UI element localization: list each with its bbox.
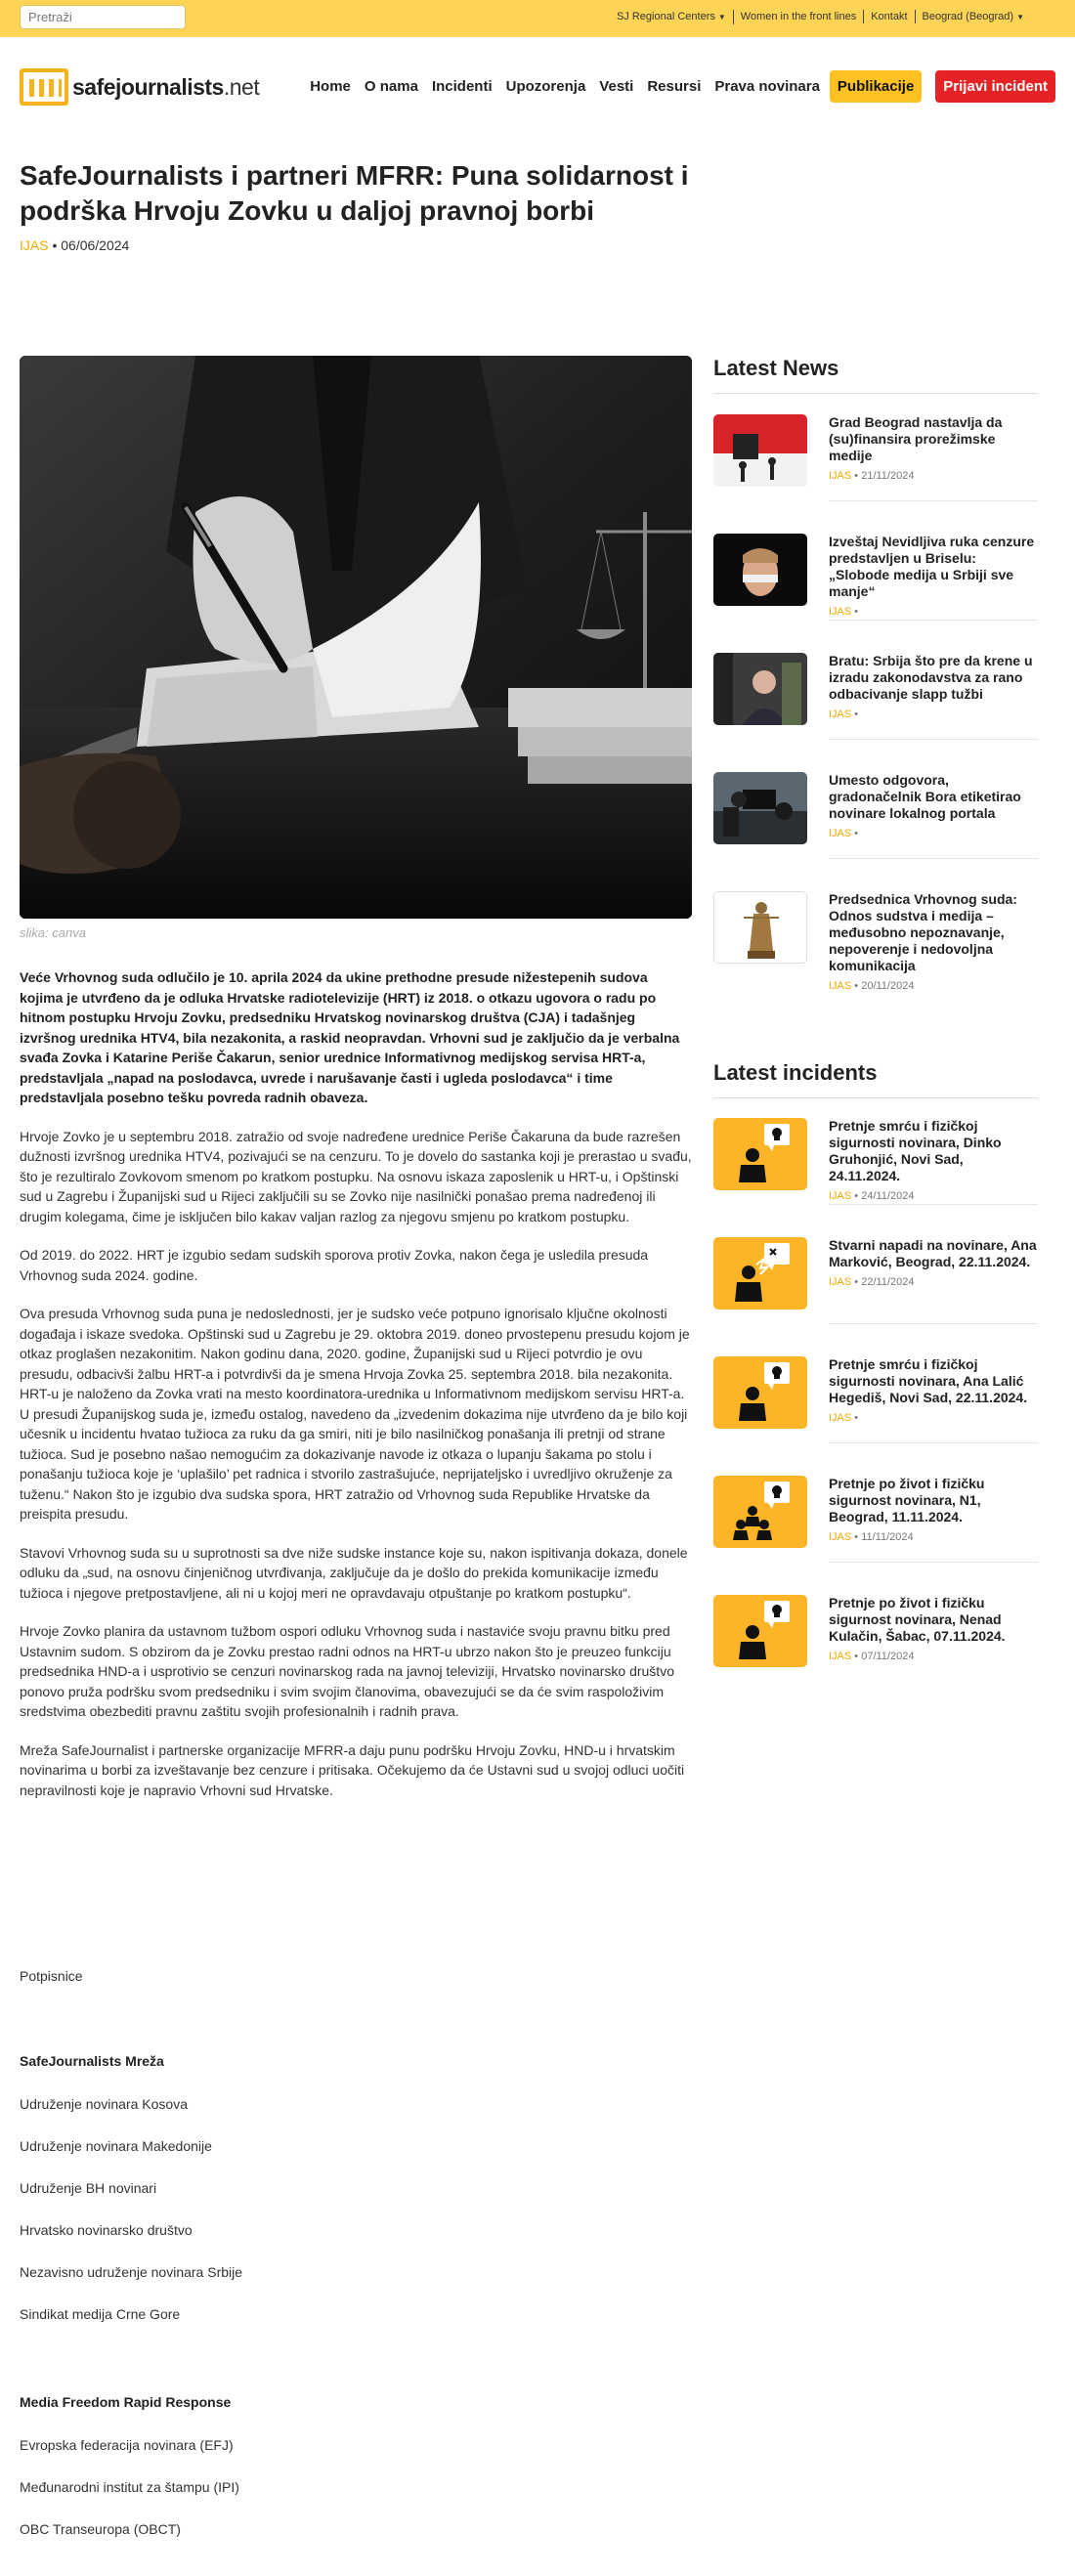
news-card[interactable]	[713, 414, 1038, 502]
logo-icon	[20, 68, 68, 106]
site-logo[interactable]	[20, 68, 259, 106]
incident-card[interactable]	[713, 1118, 1038, 1206]
protest-image	[713, 414, 807, 487]
article-lead-paragraph: Veće Vrhovnog suda odlučilo je 10. aprila 2024 da ukine prethodne presude nižestepenih sudova kojima je utvrđeno da je odluka Hrvatske radiotelevizije (HRT) iz 2018. o otkazu ugovora o radu po hitnom postupku Hrvoju Zovku, predsedniku Hrvatskog novinarskog društva (CJA) i tadašnjeg izvršnog urednika HTV4, bila nezakonita, a raskid neopravdan. Vrhovni sud je zaključio da je verbalna svađa Zovka i Katarine Periše Čakarun, senior urednice Informativnog medijskog servisa HRT-a, predstavljala „napad na poslodavca, uvrede i narušavanje časti i ugleda poslodavca“ i time predstavljala posebno tešku povreda radnih obaveza.	[20, 969, 680, 1105]
news-title[interactable]: Bratu: Srbija što pre da krene u izradu zakonodavstva za rano odbacivanje slapp tužbi	[829, 653, 1033, 702]
news-date: •	[854, 828, 859, 839]
attack-icon	[713, 1237, 807, 1309]
death-threat-icon	[713, 1118, 807, 1190]
contact-link[interactable]: Kontakt	[864, 10, 915, 23]
news-title[interactable]: Predsednica Vrhovnog suda: Odnos sudstva i medija – međusobno nepoznavanje, nepoverenje i nedovoljna komunikacija	[829, 891, 1017, 973]
network-member-link[interactable]: Udruženje BH novinari	[20, 2180, 157, 2196]
news-source[interactable]: IJAS	[829, 470, 852, 482]
incident-card[interactable]	[713, 1237, 1038, 1325]
network-member-link[interactable]: Udruženje novinara Makedonije	[20, 2138, 212, 2154]
caret-down-icon: ▼	[1016, 12, 1024, 21]
incident-source[interactable]: IJAS	[829, 1276, 852, 1288]
news-card[interactable]	[713, 891, 1038, 992]
news-thumbnail	[713, 891, 807, 964]
nav-incidents[interactable]: Incidenti	[431, 78, 493, 95]
incident-date: • 07/11/2024	[854, 1651, 915, 1662]
incident-date: • 11/11/2024	[854, 1531, 914, 1543]
article-image	[20, 356, 692, 919]
incident-card[interactable]	[713, 1476, 1038, 1564]
divider	[829, 1442, 1038, 1443]
safejournalists-network-title: SafeJournalists Mreža	[20, 2053, 164, 2069]
mfrr-member-link[interactable]: Evropska federacija novinara (EFJ)	[20, 2437, 234, 2453]
camera-crew-image	[713, 772, 807, 844]
news-title[interactable]: Izveštaj Nevidljiva ruka cenzure predstavljen u Briselu: „Slobode medija u Srbiji sve manje“	[829, 534, 1035, 599]
news-date: •	[854, 606, 859, 618]
incident-title[interactable]: Pretnje po život i fizičku sigurnost novinara, Nenad Kulačin, Šabac, 07.11.2024.	[829, 1595, 1006, 1644]
news-card[interactable]	[713, 772, 1038, 860]
article-paragraph: Stavovi Vrhovnog suda su u suprotnosti sa dve niže sudske instance koje su, nakon ispitivanja dokaza, donele odluku da „sud, na osnovu činjeničnog utvrđivanja, zaključuje da je došlo do prekida komunikacije između tužioca i njegove pretpostavljene, ali ni u kojoj meri ne opravdavaju otpuštanje po kratkom postupku“.	[20, 1544, 688, 1601]
gagged-face-image	[713, 534, 807, 606]
divider	[829, 500, 1038, 501]
network-member-link[interactable]: Hrvatsko novinarsko društvo	[20, 2222, 193, 2238]
incident-card[interactable]	[713, 1595, 1038, 1683]
mfrr-member-link[interactable]: OBC Transeuropa (OBCT)	[20, 2521, 181, 2537]
article-title: SafeJournalists i partneri MFRR: Puna solidarnost i podrška Hrvoju Zovku u daljoj pravnoj borbi	[20, 160, 689, 226]
gavel-and-document-illustration	[20, 356, 692, 919]
nav-alerts[interactable]: Upozorenja	[505, 78, 586, 95]
nav-home[interactable]: Home	[310, 78, 351, 95]
incident-card[interactable]	[713, 1356, 1038, 1444]
death-threat-icon	[713, 1595, 807, 1667]
nav-journalist-rights[interactable]: Prava novinara	[714, 78, 820, 95]
report-incident-button[interactable]: Prijavi incident	[935, 70, 1055, 103]
divider	[829, 1562, 1038, 1563]
incident-source[interactable]: IJAS	[829, 1651, 852, 1662]
article-paragraph: Hrvoje Zovko je u septembru 2018. zatražio od svoje nadređene urednice Periše Čakaruna da bude razrešen dužnosti izvršnog urednika HTV4, pozivajući se na cenzuru. To je dovelo do sastanka koji je prerastao u svađu, što je rezultiralo Zovkovom smenom po kratkom postupku. Na osnovu iskaza zaposlenik u HRT-u, i Opštinski sud u Zagrebu i Županijski sud u Rijeci zaključili su se Zovko nije nasilnički ponašao prema nadređenoj ili drugim kolegama, čime je isključen bilo kakav valjan razlog za njegovu smjenu po kratkom postupku.	[20, 1128, 692, 1224]
news-source[interactable]: IJAS	[829, 606, 852, 618]
caret-down-icon: ▼	[717, 12, 726, 21]
incident-date: • 24/11/2024	[854, 1190, 915, 1202]
news-date: • 21/11/2024	[854, 470, 915, 482]
nav-resources[interactable]: Resursi	[647, 78, 702, 95]
speaker-image	[713, 653, 807, 725]
incident-title[interactable]: Stvarni napadi na novinare, Ana Marković, Beograd, 22.11.2024.	[829, 1237, 1037, 1269]
article-paragraph: Od 2019. do 2022. HRT je izgubio sedam sudskih sporova protiv Zovka, nakon čega je usledila presuda Vrhovnog suda 2024. godine.	[20, 1247, 649, 1283]
nav-about[interactable]: O nama	[364, 78, 418, 95]
news-thumbnail	[713, 414, 807, 487]
lady-justice-image	[714, 892, 807, 964]
incident-source[interactable]: IJAS	[829, 1531, 852, 1543]
top-links	[610, 0, 1031, 33]
main-nav	[296, 70, 1055, 103]
divider	[829, 858, 1038, 859]
latest-incidents-title: Latest incidents	[713, 1060, 1038, 1098]
group-threat-icon	[713, 1476, 807, 1548]
news-date: •	[854, 708, 859, 720]
news-thumbnail	[713, 772, 807, 844]
article-paragraph: Hrvoje Zovko planira da ustavnom tužbom ospori odluku Vrhovnog suda i nastaviće svoju pravnu bitku pred Ustavnim sudom. S obzirom da je Zovku prestao radni odnos na HRT-u ubrzo nakon što je preuzeo funkciju predsednika HND-a i usprotivio se cenzuri novinarskog rada na javnoj televiziji, Hrvatsko novinarsko društvo ponovo pruža podršku svom predsedniku i svim svojim članovima, obavezujući se da će svim raspoloživim sredstvima obezbediti pravnu zaštitu svojih profesionalnih i radnih prava.	[20, 1623, 674, 1719]
image-caption: slika: canva	[20, 925, 86, 940]
death-threat-icon	[713, 1356, 807, 1429]
news-date: • 20/11/2024	[854, 980, 915, 992]
mfrr-title: Media Freedom Rapid Response	[20, 2394, 232, 2410]
article-date: • 06/06/2024	[52, 237, 130, 253]
incident-title[interactable]: Pretnje smrću i fizičkoj sigurnosti novinara, Ana Lalić Hegediš, Novi Sad, 22.11.2024.	[829, 1356, 1028, 1405]
divider	[829, 1204, 1038, 1205]
news-thumbnail	[713, 653, 807, 725]
article-paragraph: Mreža SafeJournalist i partnerske organizacije MFRR-a daju punu podršku Hrvoju Zovku, HND-u i hrvatskim novinarima u borbi za izveštavanje bez cenzure i pritisaka. Očekujemo da će Ustavni sud u svojoj odluci uočiti nepravilnosti koje je napravio Vrhovni sud Hrvatske.	[20, 1741, 685, 1798]
signatories-label: Potpisnice	[20, 1968, 83, 1984]
top-bar	[0, 0, 1075, 37]
article-body	[20, 967, 694, 1819]
news-thumbnail	[713, 534, 807, 606]
news-title[interactable]: Umesto odgovora, gradonačelnik Bora etiketirao novinare lokalnog portala	[829, 772, 1021, 821]
mfrr-member-link[interactable]: Međunarodni institut za štampu (IPI)	[20, 2479, 239, 2495]
incident-title[interactable]: Pretnje smrću i fizičkoj sigurnosti novinara, Dinko Gruhonjić, Novi Sad, 24.11.2024.	[829, 1118, 1002, 1183]
incident-date: • 22/11/2024	[854, 1276, 915, 1288]
logo-tld-text: .net	[223, 73, 260, 100]
news-source[interactable]: IJAS	[829, 980, 852, 992]
mfrr-list	[20, 2437, 239, 2563]
divider	[829, 620, 1038, 621]
article-source-link[interactable]: IJAS	[20, 237, 49, 253]
safejournalists-network-list	[20, 2096, 242, 2348]
publications-button[interactable]: Publikacije	[830, 70, 922, 103]
incident-title[interactable]: Pretnje po život i fizičku sigurnost novinara, N1, Beograd, 11.11.2024.	[829, 1476, 985, 1524]
search-input[interactable]	[20, 5, 186, 29]
incident-source[interactable]: IJAS	[829, 1190, 852, 1202]
network-member-link[interactable]: Udruženje novinara Kosova	[20, 2096, 188, 2112]
women-front-lines-link[interactable]: Women in the front lines	[734, 10, 864, 23]
incident-source[interactable]: IJAS	[829, 1412, 852, 1424]
latest-news-title: Latest News	[713, 356, 1038, 394]
network-member-link[interactable]: Nezavisno udruženje novinara Srbije	[20, 2264, 243, 2280]
news-source[interactable]: IJAS	[829, 828, 852, 839]
divider	[829, 1323, 1038, 1324]
location-dropdown[interactable]: Beograd (Beograd) ▼	[922, 10, 1024, 22]
article-paragraph: Ova presuda Vrhovnog suda puna je nedoslednosti, jer je sudsko veće potpuno ignorisalo ključne okolnosti događaja i iskaze svedoka. Opštinski sud u Zagrebu je 29. oktobra 2019. doneo prvostepenu presudu kojom je otkaz proglašen nezakonitim. Nakon godinu dana, 2020. godine, Županijski sud u Rijeci potvrdio je ovu presudu, odbacivši žalbu HRT-a i potvrdivši da je smena Hrvoja Zovka 25. septembra 2018. bila nezakonita. HRT-u je naloženo da Zovka vrati na mesto koordinatora-urednika u Informativnom medijskom servisu HRT-a. U presudi Županijskog suda je, između ostalog, navedeno da „izvedenim dokazima nije utvrđeno da je bilo koji učesnik u incidentu hvatao tužioca za ruku da ga smiri, niti je bilo nasilničkog ponašanja ili pretnji od strane tužioca. Sud je posebno našao nemogućim za dokazivanje navode iz otkaza o lupanju šakama po stolu i ponašanju tužioca koje je ‘uplašilo’ pet radnica i stvorilo zastrašujuće, neprijateljsko i uvredljivo okruženje za tuženu.“ Nakon što je izgubio dva sudska spora, HRT zatražio od Vrhovnog suda Republike Hrvatske da preispita presudu.	[20, 1306, 690, 1522]
divider	[829, 739, 1038, 740]
news-card[interactable]	[713, 653, 1038, 741]
incident-date: •	[854, 1412, 859, 1424]
logo-main-text: safejournalists	[72, 73, 224, 100]
article-meta	[20, 237, 129, 253]
news-source[interactable]: IJAS	[829, 708, 852, 720]
network-member-link[interactable]: Sindikat medija Crne Gore	[20, 2306, 181, 2322]
regional-centers-dropdown[interactable]: SJ Regional Centers ▼	[610, 10, 734, 24]
news-card[interactable]	[713, 534, 1038, 622]
news-title[interactable]: Grad Beograd nastavlja da (su)finansira prorežimske medije	[829, 414, 1003, 463]
nav-news[interactable]: Vesti	[599, 78, 634, 95]
